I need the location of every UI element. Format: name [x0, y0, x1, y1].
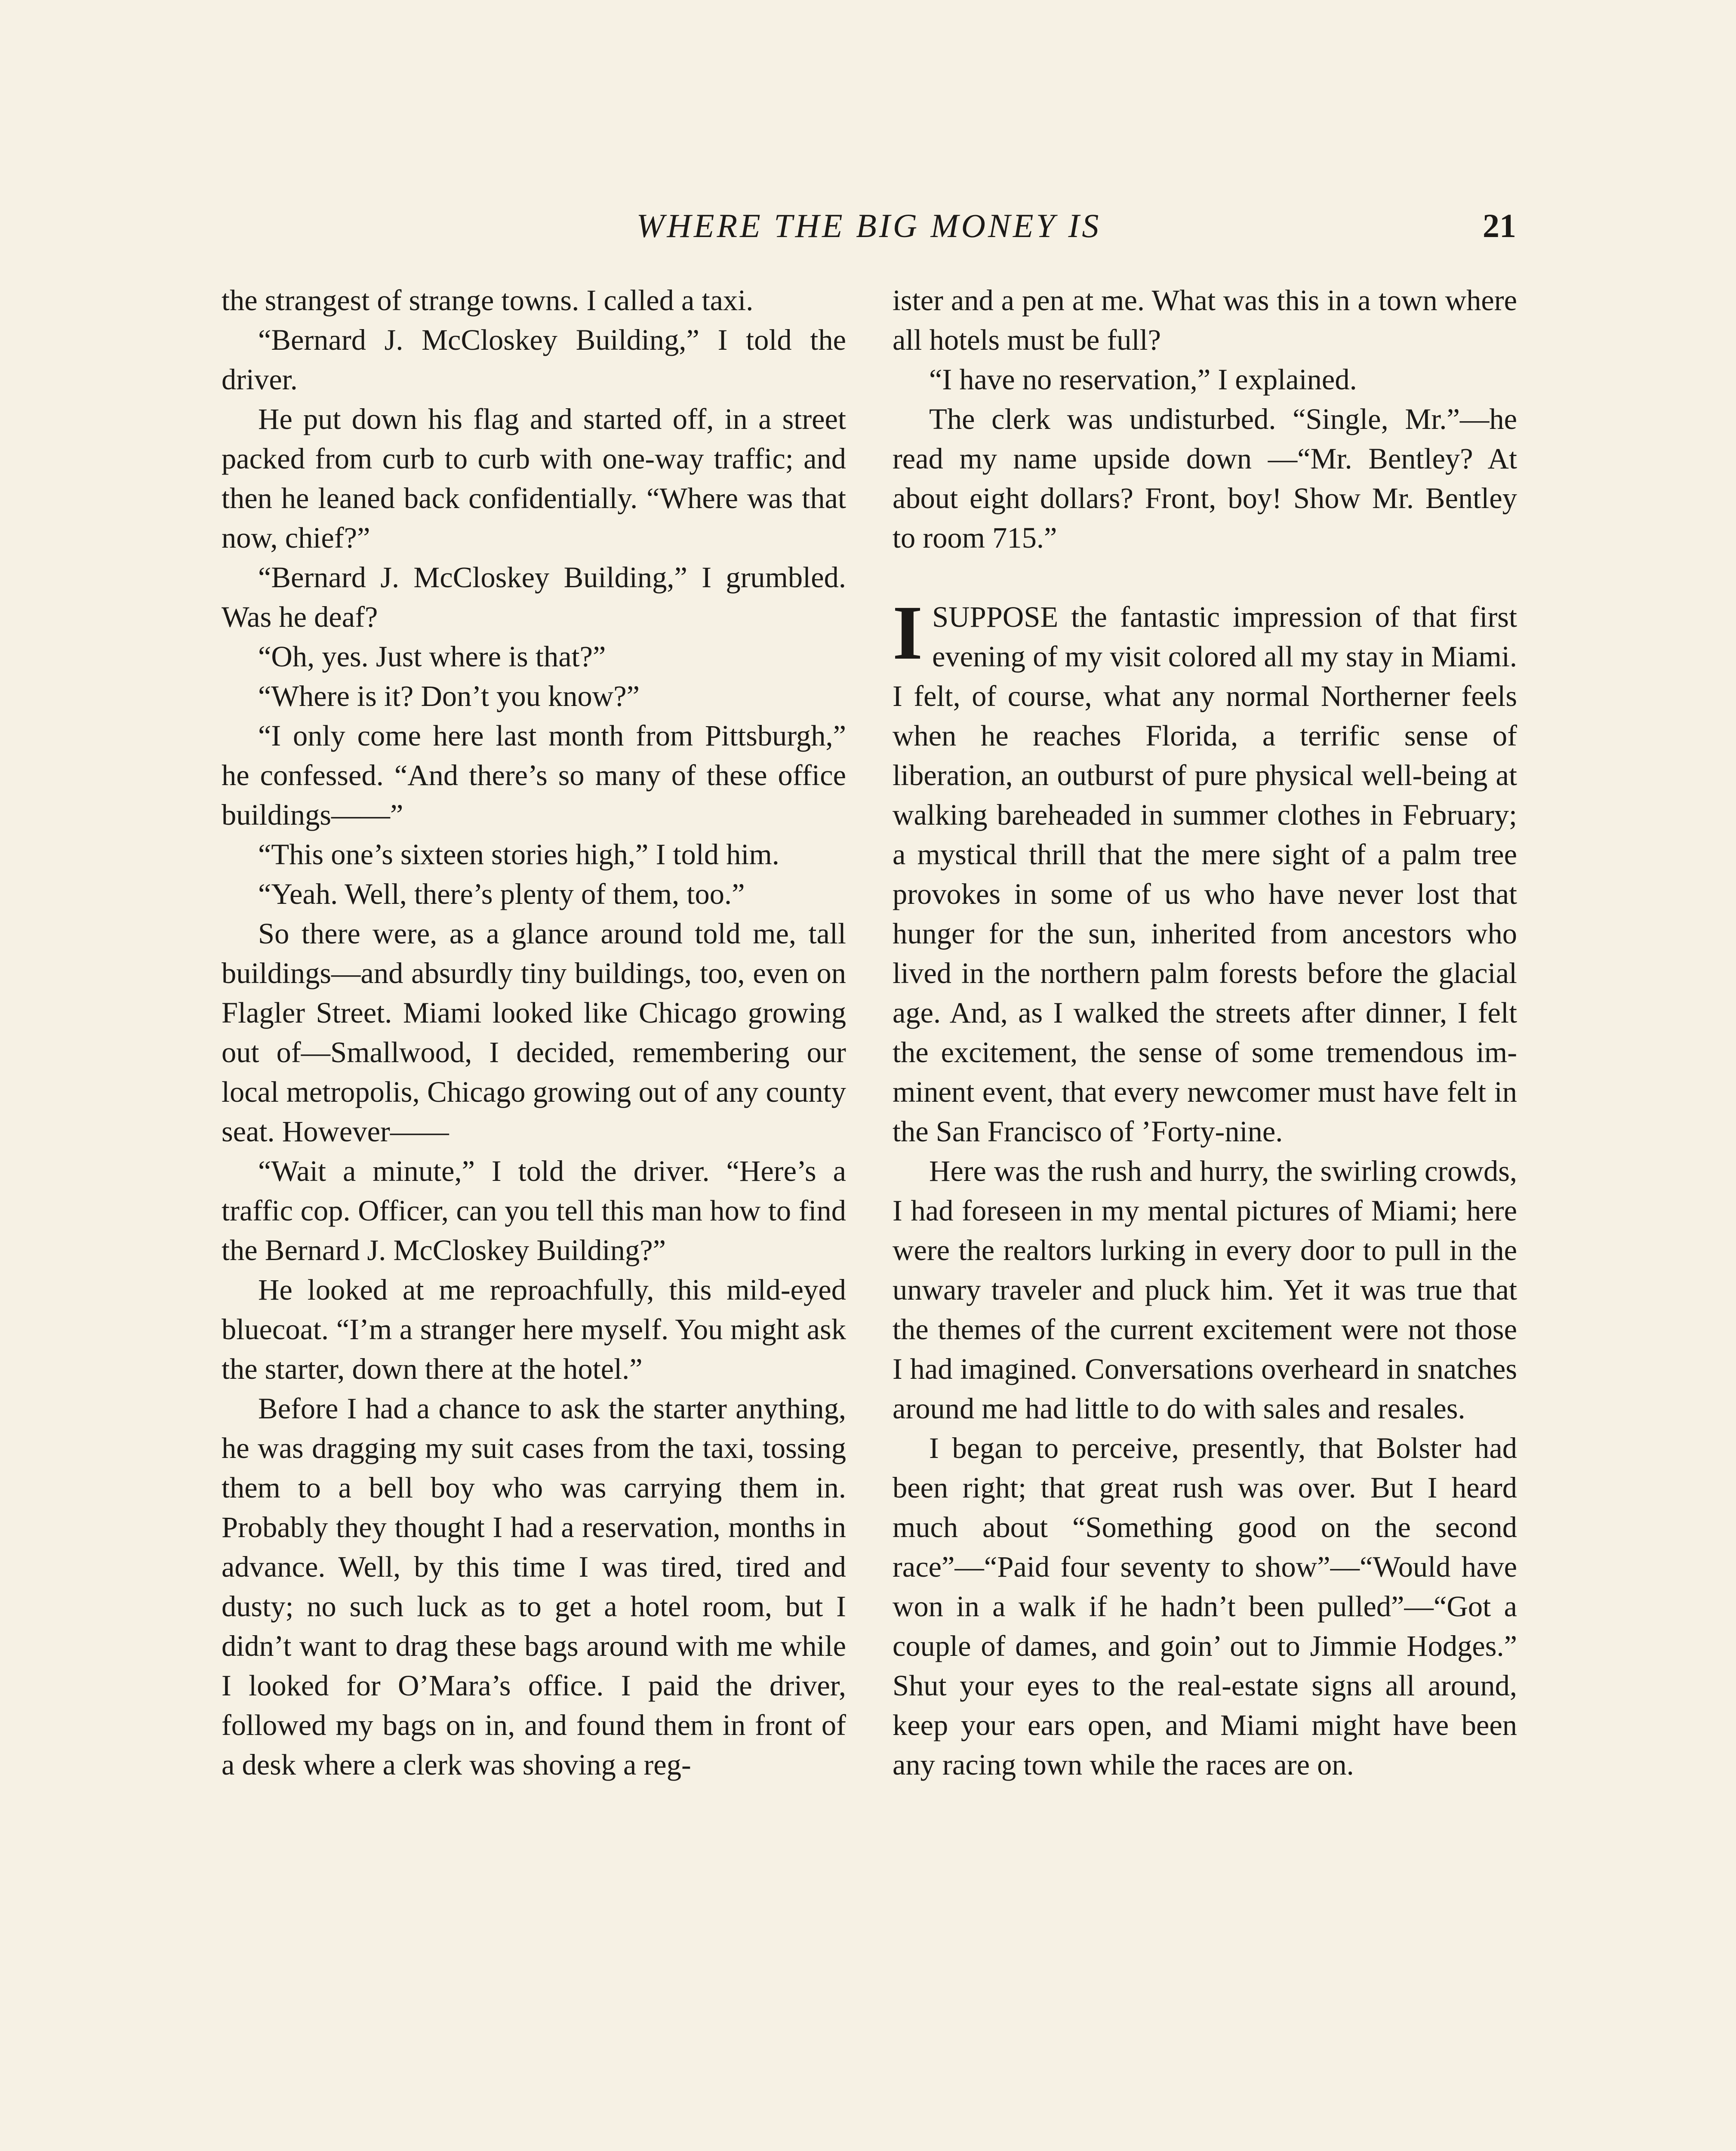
paragraph: “Bernard J. McCloskey Building,” I grumbled. Was he deaf? [222, 561, 846, 633]
drop-cap: I [893, 590, 923, 675]
section-text: SUPPOSE the fantastic impression of that first evening of my visit colored all my stay in Miami. I felt, of course, what any normal Northerner feels when he reaches Florida, a terrific sense of liberation, an outburst of pure physical well-being at walking bareheaded in summer clothes in February; a mystical thrill that the mere sight of a palm tree provokes in some of us who have never lost that hunger for the sun, inherited from ancestors who lived in the northern palm forests before the glacial age. And, as I walked the streets after dinner, I felt the excitement, the sense of some tremendous imminent event, that every newcomer must have felt in the San Francisco of ’Forty-nine. [893, 601, 1517, 1148]
paragraph: “I have no reservation,” I explained. [929, 363, 1357, 396]
left-column [222, 280, 846, 1784]
paragraph: I began to perceive, presently, that Bolster had been right; that great rush was over. But I heard much about “Something good on the second race”—“Paid four seventy to show”—“Would have won in a walk if he hadn’t been pulled”—“Got a couple of dames, and goin’ out to Jimmie Hodges.” Shut your eyes to the real-estate signs all around, keep your ears open, and Miami might have been any racing town while the races are on. [893, 1432, 1517, 1781]
paragraph: He put down his flag and started off, in a street packed from curb to curb with one-way traffic; and then he leaned back confidentially. “Where was that now, chief?” [222, 403, 846, 554]
paragraph: So there were, as a glance around told me, tall buildings—and absurdly tiny buildings, too, even on Flagler Street. Miami looked like Chicago growing out of—Smallwood, I decided, remembering our local metropolis, Chicago growing out of any county seat. However—— [222, 917, 846, 1148]
paragraph: “Where is it? Don’t you know?” [258, 680, 640, 712]
paragraph: “Oh, yes. Just where is that?” [258, 640, 606, 673]
paragraph: Here was the rush and hurry, the swirling crowds, I had foreseen in my mental pictures of Miami; here were the realtors lurking in every door to pull in the unwary traveler and pluck him. Yet it was true that the themes of the current excitement were not those I had imagined. Conversations overheard in snatches around me had little to do with sales and resales. [893, 1155, 1517, 1425]
page-number: 21 [1483, 207, 1516, 244]
section-opening-paragraph [893, 590, 1517, 1151]
running-head [222, 202, 1516, 250]
paragraph: The clerk was undisturbed. “Single, Mr.”—he read my name upside down —“Mr. Bentley? At about eight dollars? Front, boy! Show Mr. Bentley to room 715.” [893, 403, 1517, 554]
paragraph: He looked at me reproachfully, this mild-eyed bluecoat. “I’m a stranger here myself. You might ask the starter, down there at the hotel.” [222, 1273, 846, 1385]
paragraph: “Yeah. Well, there’s plenty of them, too.” [258, 878, 745, 910]
right-column [893, 280, 1517, 1784]
paragraph: Before I had a chance to ask the starter anything, he was dragging my suit cases from the taxi, tossing them to a bell boy who was carrying them in. Probably they thought I had a reservation, months in advance. Well, by this time I was tired, tired and dusty; no such luck as to get a hotel room, but I didn’t want to drag these bags around with me while I looked for O’Mara’s office. I paid the driver, followed my bags on in, and found them in front of a desk where a clerk was shoving a reg- [222, 1392, 846, 1781]
paragraph: the strangest of strange towns. I called a taxi. [222, 284, 754, 317]
paragraph: ister and a pen at me. What was this in a town where all hotels must be full? [893, 284, 1517, 356]
paragraph: “This one’s sixteen stories high,” I told him. [258, 838, 779, 871]
running-title: WHERE THE BIG MONEY IS [636, 207, 1102, 244]
paragraph: “I only come here last month from Pittsburgh,” he confessed. “And there’s so many of these office buildings——” [222, 719, 846, 831]
paragraph: “Wait a minute,” I told the driver. “Here’s a traffic cop. Officer, can you tell this man how to find the Bernard J. McCloskey Building?” [222, 1155, 846, 1267]
paragraph: “Bernard J. McCloskey Building,” I told the driver. [222, 324, 846, 396]
